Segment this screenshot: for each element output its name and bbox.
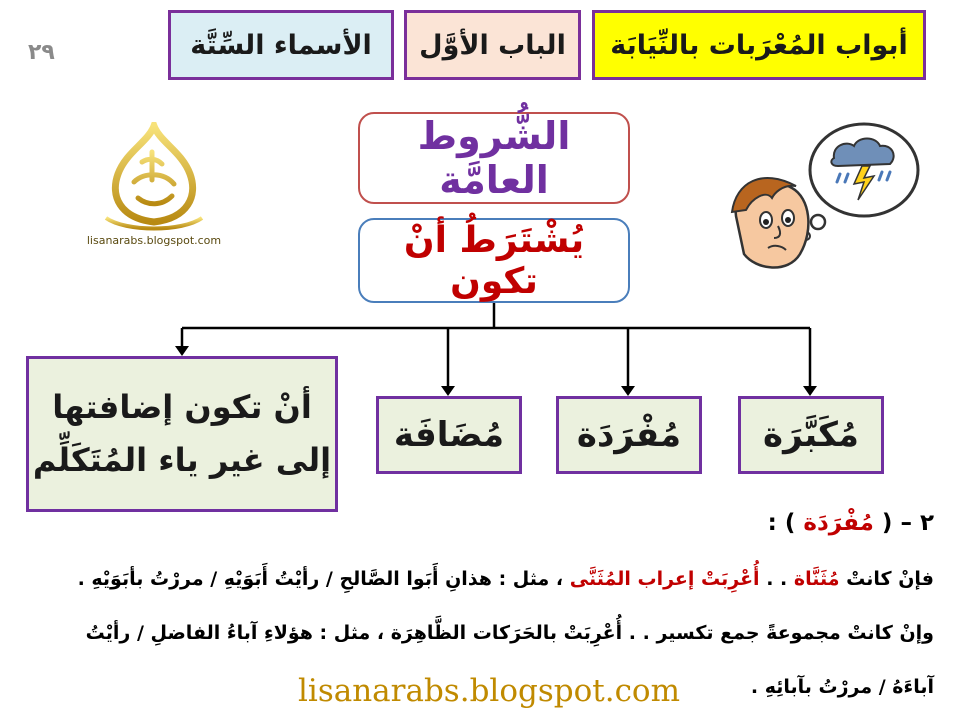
option-mukabbara bbox=[738, 396, 884, 474]
header-topic-text: الأسماء السِّتَّة bbox=[190, 29, 372, 61]
logo-text: lisanarabs.blogspot.com bbox=[86, 234, 222, 247]
site-watermark: lisanarabs.blogspot.com bbox=[298, 673, 680, 709]
general-conditions-title: الشُّروط العامَّة bbox=[417, 114, 571, 202]
option-mufrada-text: مُفْرَدَة bbox=[576, 415, 682, 455]
body-line-2: وإنْ كانتْ مجموعةً جمع تكسير . . أُعْرِبَتْ بالحَرَكات الظَّاهِرَة ، مثل : هؤلاءِ آباءُ الفاضلِ / رأيْتُ bbox=[85, 622, 934, 644]
body-line-3: آباءَهُ / مررْتُ بآبائِهِ . bbox=[750, 676, 934, 698]
section-number: ٢ – bbox=[900, 510, 934, 536]
page-number: ٢٩ bbox=[28, 40, 55, 65]
option-mudafa-text: مُضَافَة bbox=[393, 415, 505, 455]
arrowhead-1 bbox=[803, 386, 817, 396]
option-idafa-line-2: إلى غير ياء المُتَكَلِّم bbox=[32, 441, 332, 479]
body-line-1-rule: أُعْرِبَتْ إعراب المُثَنَّى bbox=[569, 568, 760, 590]
header-chapter-group-text: أبواب المُعْرَبات بالنِّيَابَة bbox=[610, 29, 908, 61]
arrowhead-2 bbox=[621, 386, 635, 396]
option-mufrada bbox=[556, 396, 702, 474]
option-idafa-line-1: أنْ تكون إضافتها bbox=[52, 388, 312, 427]
option-idafa bbox=[26, 356, 338, 512]
body-line-1-example: ، مثل : هذانِ أَبَوا الصَّالحِ / رأيْتُ أَبَوَيْهِ / مررْتُ بأبَوَيْهِ . bbox=[77, 568, 564, 590]
option-mudafa bbox=[376, 396, 522, 474]
section-term: مُفْرَدَة bbox=[803, 510, 874, 536]
section-close-paren: ) : bbox=[767, 510, 796, 536]
condition-text: يُشْتَرَطُ أنْ تكون bbox=[403, 219, 585, 302]
body-line-1-muthanna: مُثَنَّاة bbox=[793, 568, 840, 590]
header-chapter-text: الباب الأوَّل bbox=[419, 29, 566, 61]
arrowhead-3 bbox=[441, 386, 455, 396]
body-line-1-start: فإنْ كانتْ bbox=[846, 568, 934, 590]
section-open-paren: ( bbox=[881, 510, 893, 536]
body-line-1 bbox=[78, 568, 934, 590]
body-line-1-dots: . . bbox=[766, 568, 788, 590]
arrowhead-4 bbox=[175, 346, 189, 356]
option-mukabbara-text: مُكَبَّرَة bbox=[763, 415, 859, 455]
section-heading bbox=[768, 510, 934, 536]
